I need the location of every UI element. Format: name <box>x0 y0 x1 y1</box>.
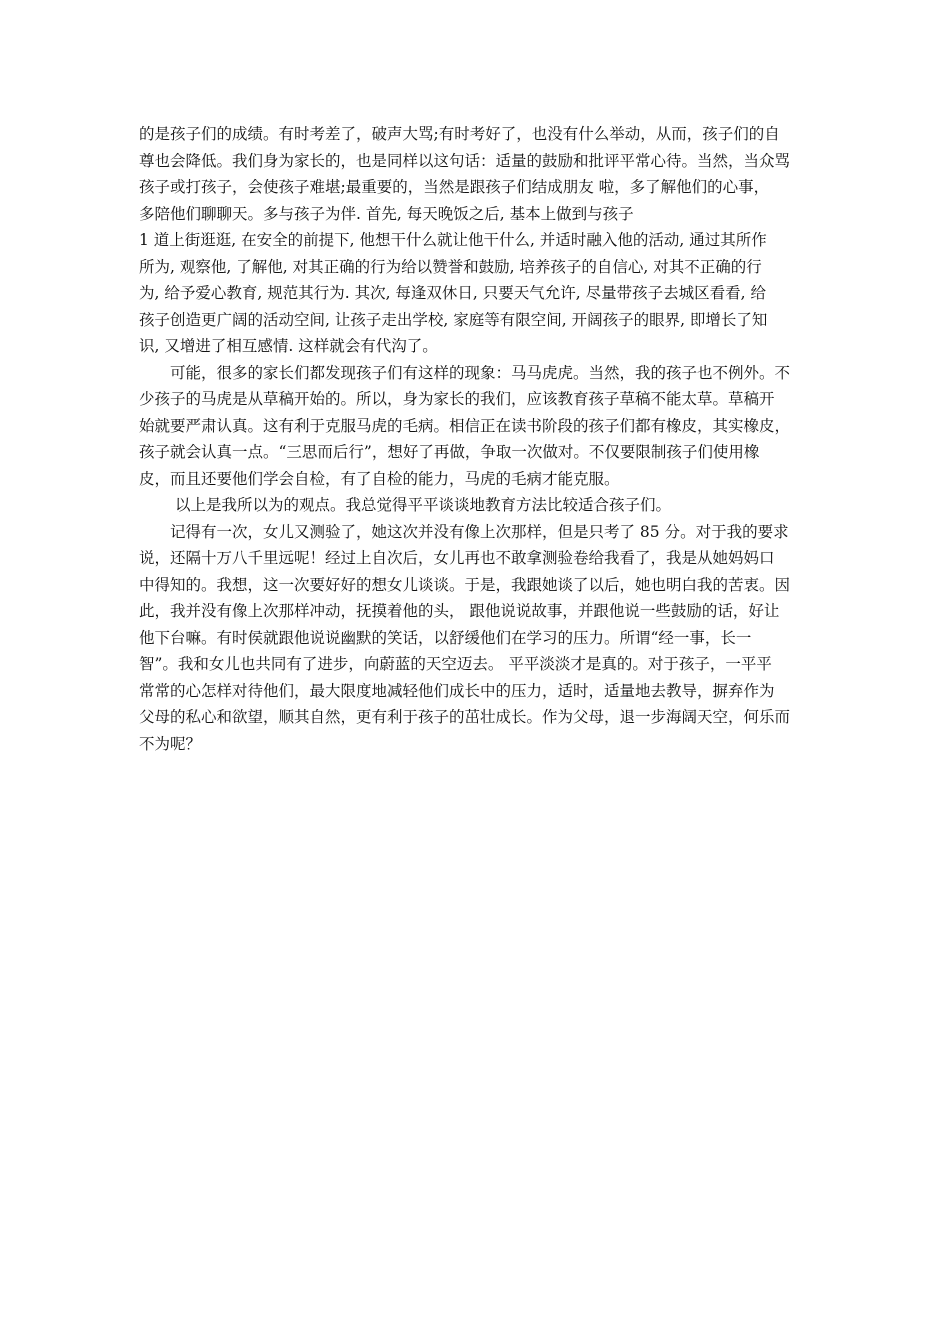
text-line: 父母的私心和欲望，顺其自然，更有利于孩子的茁壮成长。作为父母，退一步海阔天空，何乐而 <box>139 708 791 726</box>
text-line: 尊也会降低。我们身为家长的，也是同样以这句话：适量的鼓励和批评平常心待。当然，当众骂 <box>139 151 791 170</box>
text-line: 说，还隔十万八千里远呢！经过上自次后，女儿再也不敢拿测验卷给我看了，我是从她妈妈口 <box>139 549 775 567</box>
text-line: 识, 又增进了相互感情. 这样就会有代沟了。 <box>139 337 438 355</box>
text-line: 不为呢？ <box>139 734 202 753</box>
text-line: 所为, 观察他, 了解他, 对其正确的行为给以赞誉和鼓励, 培养孩子的自信心, 对其不正确的行 <box>139 257 762 276</box>
text-line: 智”。我和女儿也共同有了进步，向蔚蓝的天空迈去。 平平淡淡才是真的。对于孩子，一平平 <box>139 655 772 673</box>
text-line: 1 道上街逛逛, 在安全的前提下, 他想干什么就让他干什么, 并适时融入他的活动, 通过其所作 <box>139 231 767 249</box>
text-line: 常常的心怎样对待他们，最大限度地减轻他们成长中的压力，适时，适量地去教导，摒弃作为 <box>139 681 775 700</box>
text-line: 的是孩子们的成绩。有时考差了，破声大骂;有时考好了，也没有什么举动，从而，孩子们的自 <box>139 125 780 143</box>
text-line: 孩子或打孩子，会使孩子难堪;最重要的，当然是跟孩子们结成朋友 啦，多了解他们的心事， <box>139 178 770 196</box>
text-line: 孩子就会认真一点。“三思而后行”，想好了再做，争取一次做对。不仅要限制孩子们使用橡 <box>139 443 760 461</box>
text-line: 为, 给予爱心教育, 规范其行为. 其次, 每逢双休日, 只要天气允许, 尽量带孩子去城区看看, 给 <box>139 284 766 302</box>
text-line: 少孩子的马虎是从草稿开始的。所以，身为家长的我们，应该教育孩子草稿不能太草。草稿开 <box>139 390 775 408</box>
paragraph-start-line: 可能，很多的家长们都发现孩子们有这样的现象：马马虎虎。当然，我的孩子也不例外。不 <box>170 363 791 382</box>
text-line: 此，我并没有像上次那样冲动，抚摸着他的头， 跟他说说故事，并跟他说一些鼓励的话，好让 <box>139 602 780 620</box>
paragraph-start-line: 记得有一次，女儿又测验了，她这次并没有像上次那样，但是只考了 85 分。对于我的要求 <box>170 522 789 541</box>
document-body <box>139 121 817 757</box>
text-line: 他下台嘛。有时侯就跟他说说幽默的笑话，以舒缓他们在学习的压力。所谓“经一事，长一 <box>139 628 752 647</box>
text-line: 皮，而且还要他们学会自检，有了自检的能力，马虎的毛病才能克服。 <box>139 469 620 488</box>
paragraph-start-line: 以上是我所以为的观点。我总觉得平平谈谈地教育方法比较适合孩子们。 <box>175 496 672 514</box>
text-line: 始就要严肃认真。这有利于克服马虎的毛病。相信正在读书阶段的孩子们都有橡皮，其实橡皮， <box>139 416 791 435</box>
text-line: 中得知的。我想，这一次要好好的想女儿谈谈。于是，我跟她谈了以后，她也明白我的苦衷。因 <box>139 575 791 594</box>
text-line: 孩子创造更广阔的活动空间, 让孩子走出学校, 家庭等有限空间, 开阔孩子的眼界, 即增长了知 <box>139 310 768 329</box>
text-line: 多陪他们聊聊天。多与孩子为伴. 首先, 每天晚饭之后, 基本上做到与孩子 <box>139 204 634 223</box>
